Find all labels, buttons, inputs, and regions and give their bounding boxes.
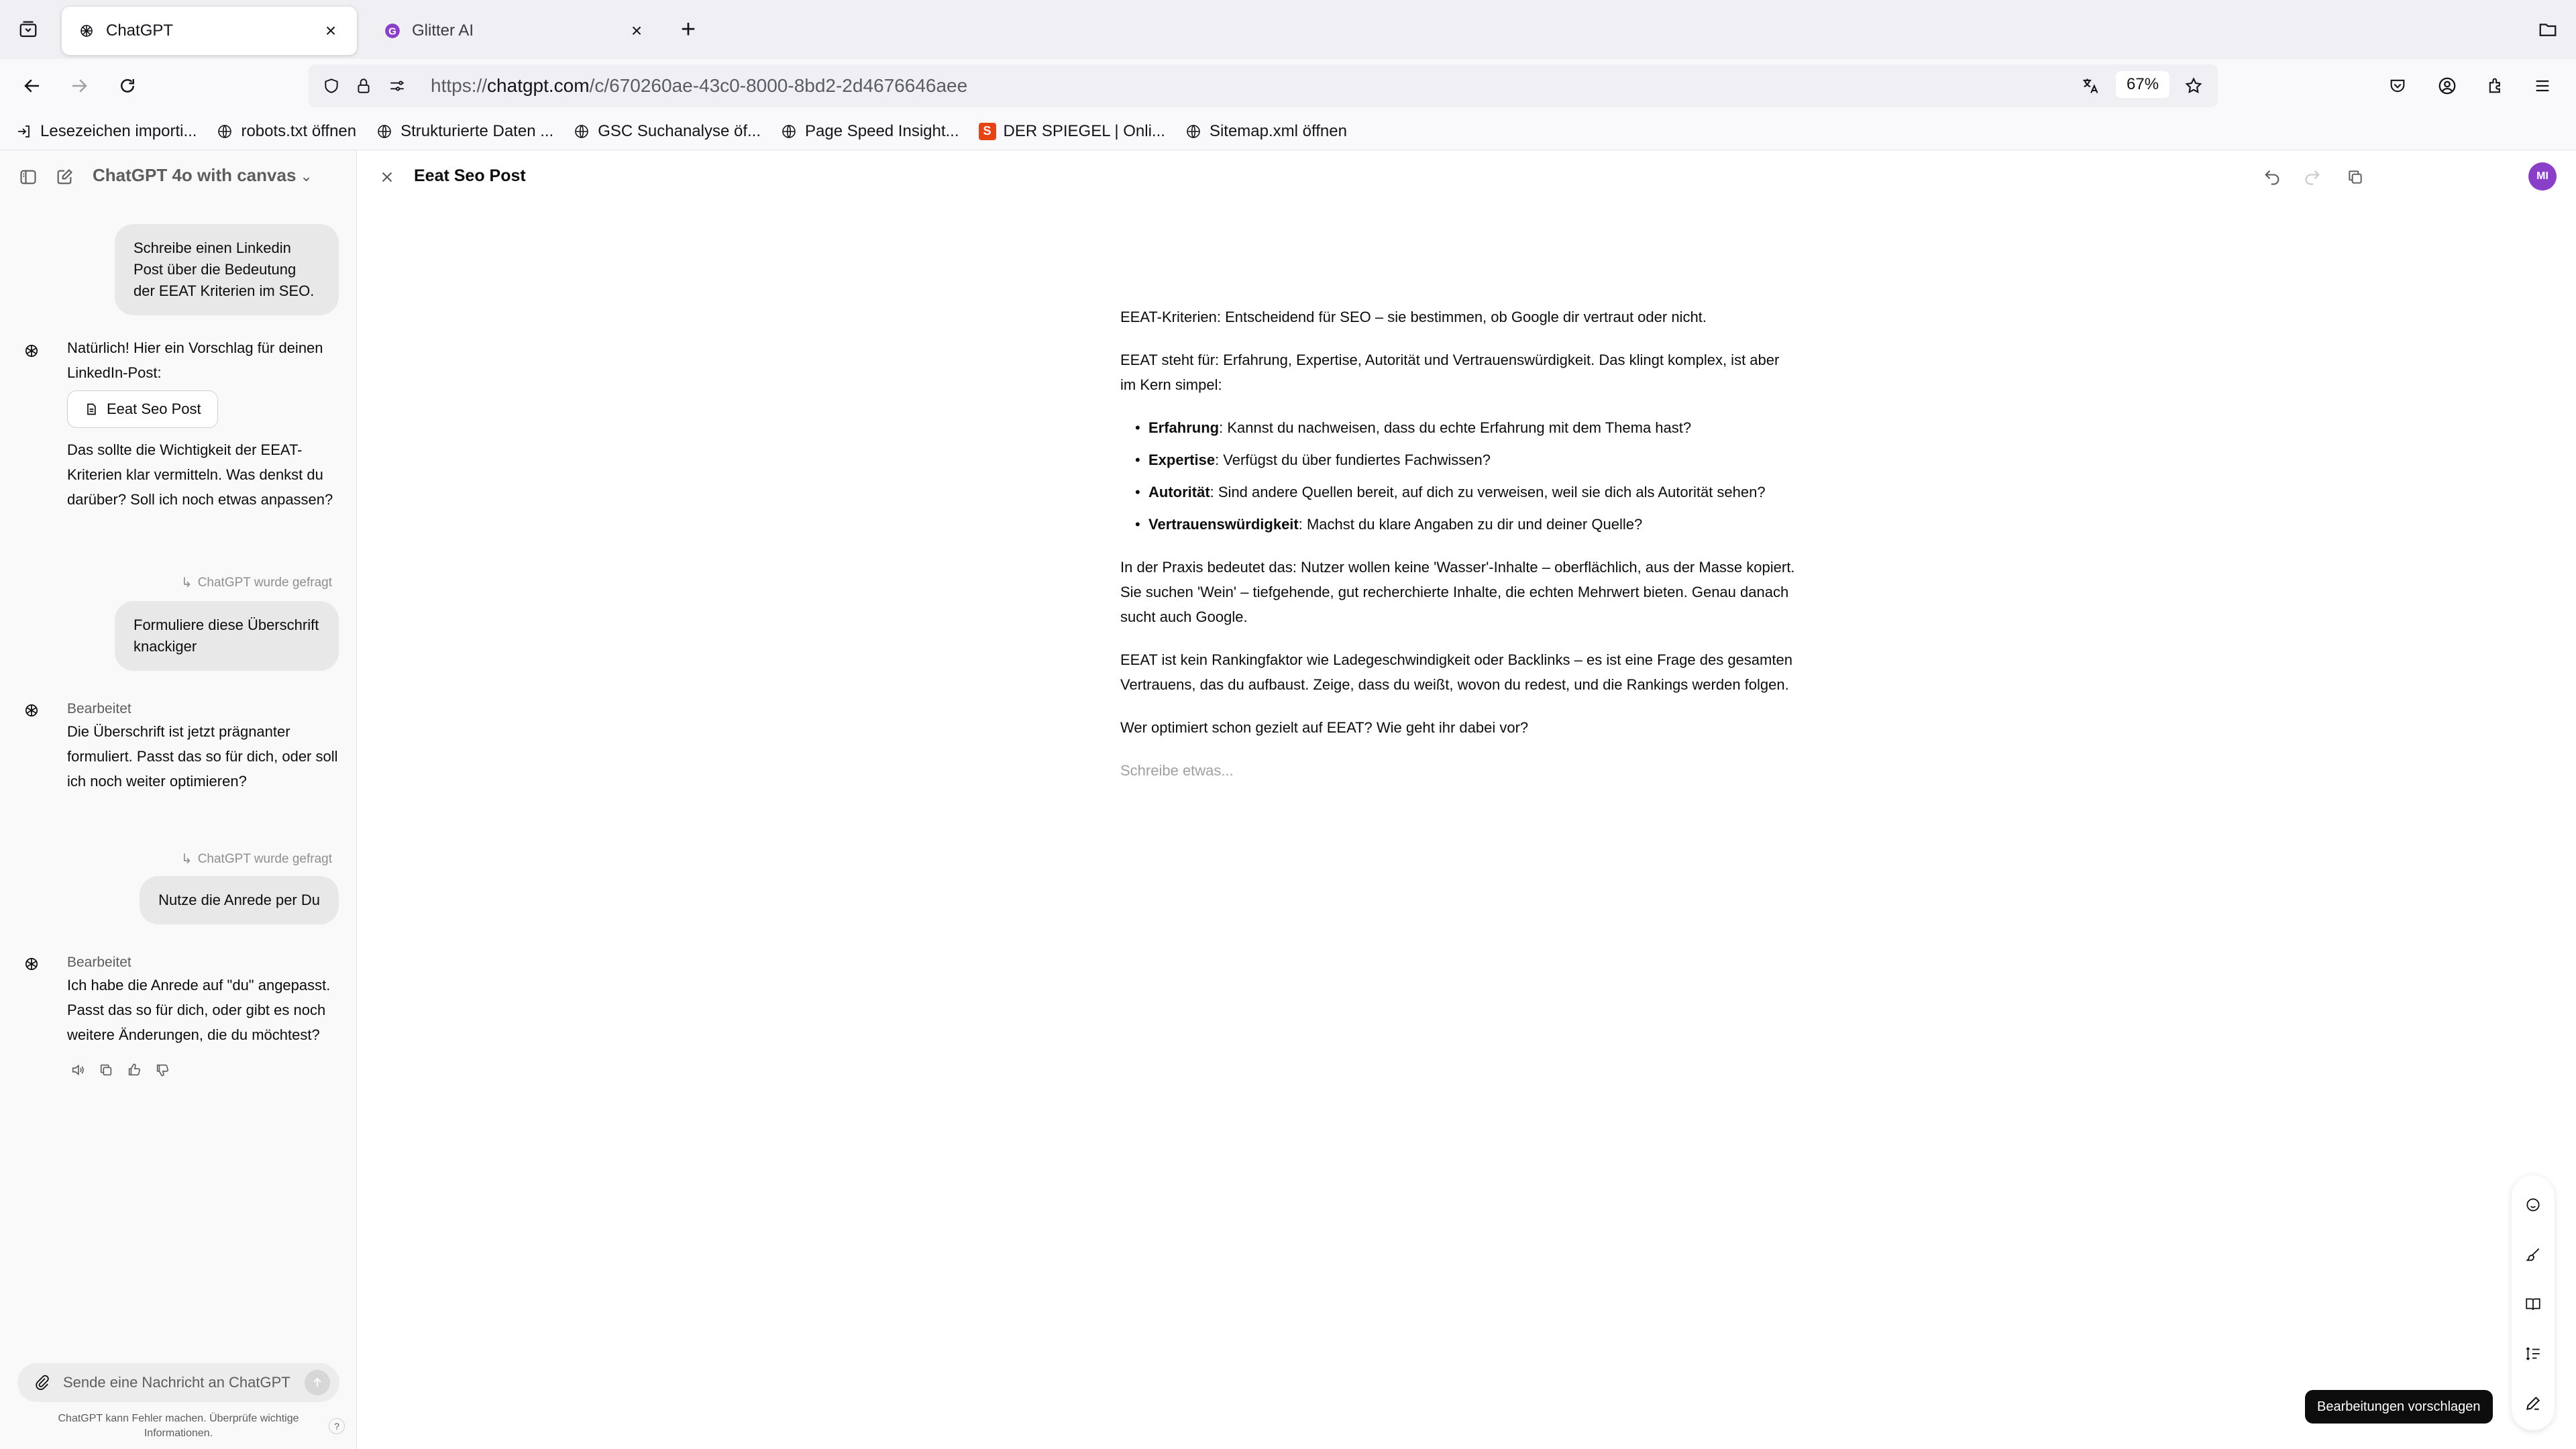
document-icon [84,402,99,417]
tab-title: ChatGPT [106,21,174,40]
bookmark-star-icon[interactable] [2180,72,2207,99]
user-message: Formuliere diese Überschrift knackiger [115,601,339,671]
model-selector[interactable]: ChatGPT 4o with canvas ⌄ [93,165,313,185]
copy-icon[interactable] [2342,164,2369,191]
reply-arrow-icon: ↳ [180,852,193,867]
bookmark-label: Strukturierte Daten ... [400,121,554,140]
forward-arrow-icon[interactable] [64,71,94,101]
doc-paragraph: EEAT-Kriterien: Entscheidend für SEO – sie bestimmen, ob Google dir vertraut oder nicht. [1120,309,1707,325]
attach-paperclip-icon[interactable] [32,1373,52,1393]
tab-close-icon[interactable]: × [631,20,643,41]
assistant-text: Ich habe die Anrede auf "du" angepasst. Passt das so für dich, oder gibt es noch weitere Änderungen, die du möchtest? [67,977,331,1043]
extensions-icon[interactable] [2481,71,2510,101]
browser-navbar [0,59,2576,113]
chevron-down-icon: ⌄ [300,168,313,184]
account-icon[interactable] [2432,71,2462,101]
canvas-document[interactable] [1120,305,1798,801]
tab-glitter-ai[interactable] [368,7,663,55]
doc-paragraph: Wer optimiert schon gezielt auf EEAT? Wie geht ihr dabei vor? [1120,719,1529,736]
chat-header [0,150,357,201]
adjust-length-icon[interactable] [2520,1340,2546,1367]
bookmark-item[interactable] [375,122,553,141]
message-actions [67,1059,342,1081]
polish-brush-icon[interactable] [2520,1241,2546,1268]
globe-icon [780,122,798,141]
globe-icon [375,122,394,141]
assistant-text: Das sollte die Wichtigkeit der EEAT-Kriterien klar vermitteln. Was denkst du darüber? Soll ich noch etwas anpassen? [67,441,333,508]
new-chat-icon[interactable] [51,164,78,191]
bookmark-item[interactable] [978,122,1165,141]
tab-chatgpt[interactable] [62,7,357,55]
doc-paragraph: EEAT steht für: Erfahrung, Expertise, Autorität und Vertrauenswürdigkeit. Das klingt komplex, ist aber im Kern simpel: [1120,352,1780,393]
bookmark-label: robots.txt öffnen [241,121,357,140]
read-aloud-icon[interactable] [67,1059,89,1081]
url-bar[interactable] [309,64,2218,107]
url-text[interactable]: https://chatgpt.com/c/670260ae-43c0-8000-8bd2-2d4676646aee [431,75,968,96]
edited-label: Bearbeitet [67,955,131,970]
close-canvas-icon[interactable] [374,164,400,191]
glitter-favicon-icon [384,22,401,40]
canvas-button-label: Eeat Seo Post [107,400,201,417]
reply-arrow-icon: ↳ [180,576,193,590]
globe-icon [1184,122,1203,141]
tooltip-suggest-edits: Bearbeitungen vorschlagen [2305,1390,2493,1424]
bookmark-item[interactable] [780,122,959,141]
send-button[interactable] [305,1370,330,1395]
bookmark-item[interactable] [1184,122,1347,141]
thumbs-down-icon[interactable] [152,1059,173,1081]
edited-label: Bearbeitet [67,701,131,716]
canvas-header [358,150,2576,201]
tab-close-icon[interactable]: × [325,20,337,41]
translate-icon[interactable] [2077,72,2104,99]
suggest-edits-icon[interactable] [2520,1390,2546,1417]
bookmark-label: DER SPIEGEL | Onli... [1003,121,1165,140]
spiegel-icon: S [978,122,997,141]
zoom-level[interactable]: 67% [2116,71,2169,98]
canvas-title: Eeat Seo Post [414,166,526,185]
bookmark-label: Lesezeichen importi... [40,121,197,140]
emoji-icon[interactable] [2520,1191,2546,1218]
bookmark-label: Sitemap.xml öffnen [1209,121,1347,140]
reload-icon[interactable] [113,71,142,101]
openai-logo-icon [20,953,43,975]
assistant-text: Die Überschrift ist jetzt prägnanter formuliert. Passt das so für dich, oder soll ich noch weiter optimieren? [67,723,338,790]
user-avatar[interactable]: MI [2528,162,2557,191]
asked-label: ChatGPT wurde gefragt [197,575,332,590]
doc-bullet: • Expertise: Verfügst du über fundiertes Fachwissen? [1120,447,1798,472]
doc-bullet: • Vertrauenswürdigkeit: Machst du klare Angaben zu dir und deiner Quelle? [1120,512,1798,537]
browser-tabbar [0,0,2576,59]
globe-icon [572,122,591,141]
assistant-message [20,953,342,1081]
copy-icon[interactable] [95,1059,117,1081]
doc-bullet-list [1120,415,1798,537]
doc-paragraph: In der Praxis bedeutet das: Nutzer wollen keine 'Wasser'-Inhalte – oberflächlich, aus der Masse kopiert. Sie suchen 'Wein' – tiefgehende, gut recherchierte Inhalte, die echten Mehrwert bieten. Genau danach sucht auch Google. [1120,559,1795,625]
disclaimer-text: ChatGPT kann Fehler machen. Überprüfe wichtige Informationen. [58,1413,299,1439]
openai-logo-icon [20,339,43,362]
globe-icon [215,122,234,141]
pocket-icon[interactable] [2383,71,2412,101]
svg-text:G: G [388,25,396,38]
assistant-message [20,339,342,512]
new-tab-button[interactable]: + [680,15,696,44]
doc-bullet: • Autorität: Sind andere Quellen bereit, auf dich zu verweisen, weil sie dich als Autorität sehen? [1120,480,1798,504]
help-button[interactable]: ? [329,1418,345,1434]
sidebar-toggle-icon[interactable] [15,164,42,191]
chatgpt-favicon-icon [78,22,95,40]
asked-indicator [181,851,332,867]
bookmark-label: GSC Suchanalyse öf... [598,121,761,140]
asked-label: ChatGPT wurde gefragt [197,851,332,866]
user-message: Nutze die Anrede per Du [140,876,339,924]
folder-icon[interactable] [2533,15,2563,44]
doc-placeholder[interactable]: Schreibe etwas... [1120,762,1234,779]
undo-icon[interactable] [2259,164,2286,191]
tab-title: Glitter AI [412,21,474,40]
bookmark-item[interactable] [215,122,356,141]
back-arrow-icon[interactable] [17,71,47,101]
user-message: Schreibe einen Linkedin Post über die Bedeutung der EEAT Kriterien im SEO. [115,224,339,315]
composer-placeholder: Sende eine Nachricht an ChatGPT [63,1374,290,1391]
open-canvas-button[interactable] [67,390,218,428]
redo-icon[interactable] [2299,164,2326,191]
tab-overview-icon[interactable] [13,15,43,44]
reading-level-icon[interactable] [2520,1291,2546,1318]
assistant-message [20,699,342,794]
doc-bullet: • Erfahrung: Kannst du nachweisen, dass du echte Erfahrung mit dem Thema hast? [1120,415,1798,440]
chat-pane [0,150,357,1449]
permissions-icon[interactable] [384,72,411,99]
bookmark-item[interactable] [15,122,197,141]
message-composer[interactable] [17,1363,339,1402]
bookmark-item[interactable] [572,122,761,141]
menu-icon[interactable] [2528,71,2557,101]
lock-icon[interactable] [350,72,377,99]
asked-indicator [181,574,332,591]
doc-paragraph: EEAT ist kein Rankingfaktor wie Ladegeschwindigkeit oder Backlinks – es ist eine Frage des gesamten Vertrauens, das du aufbaust. Zeige, dass du weißt, wovon du redest, und die Rankings werden folgen. [1120,651,1792,693]
shield-icon[interactable] [318,72,345,99]
openai-logo-icon [20,699,43,722]
assistant-text: Natürlich! Hier ein Vorschlag für deinen LinkedIn-Post: [67,339,323,381]
import-icon [15,122,34,141]
thumbs-up-icon[interactable] [123,1059,145,1081]
bookmark-label: Page Speed Insight... [805,121,959,140]
bookmarks-bar [0,113,2576,150]
edit-toolbar [2512,1175,2555,1430]
